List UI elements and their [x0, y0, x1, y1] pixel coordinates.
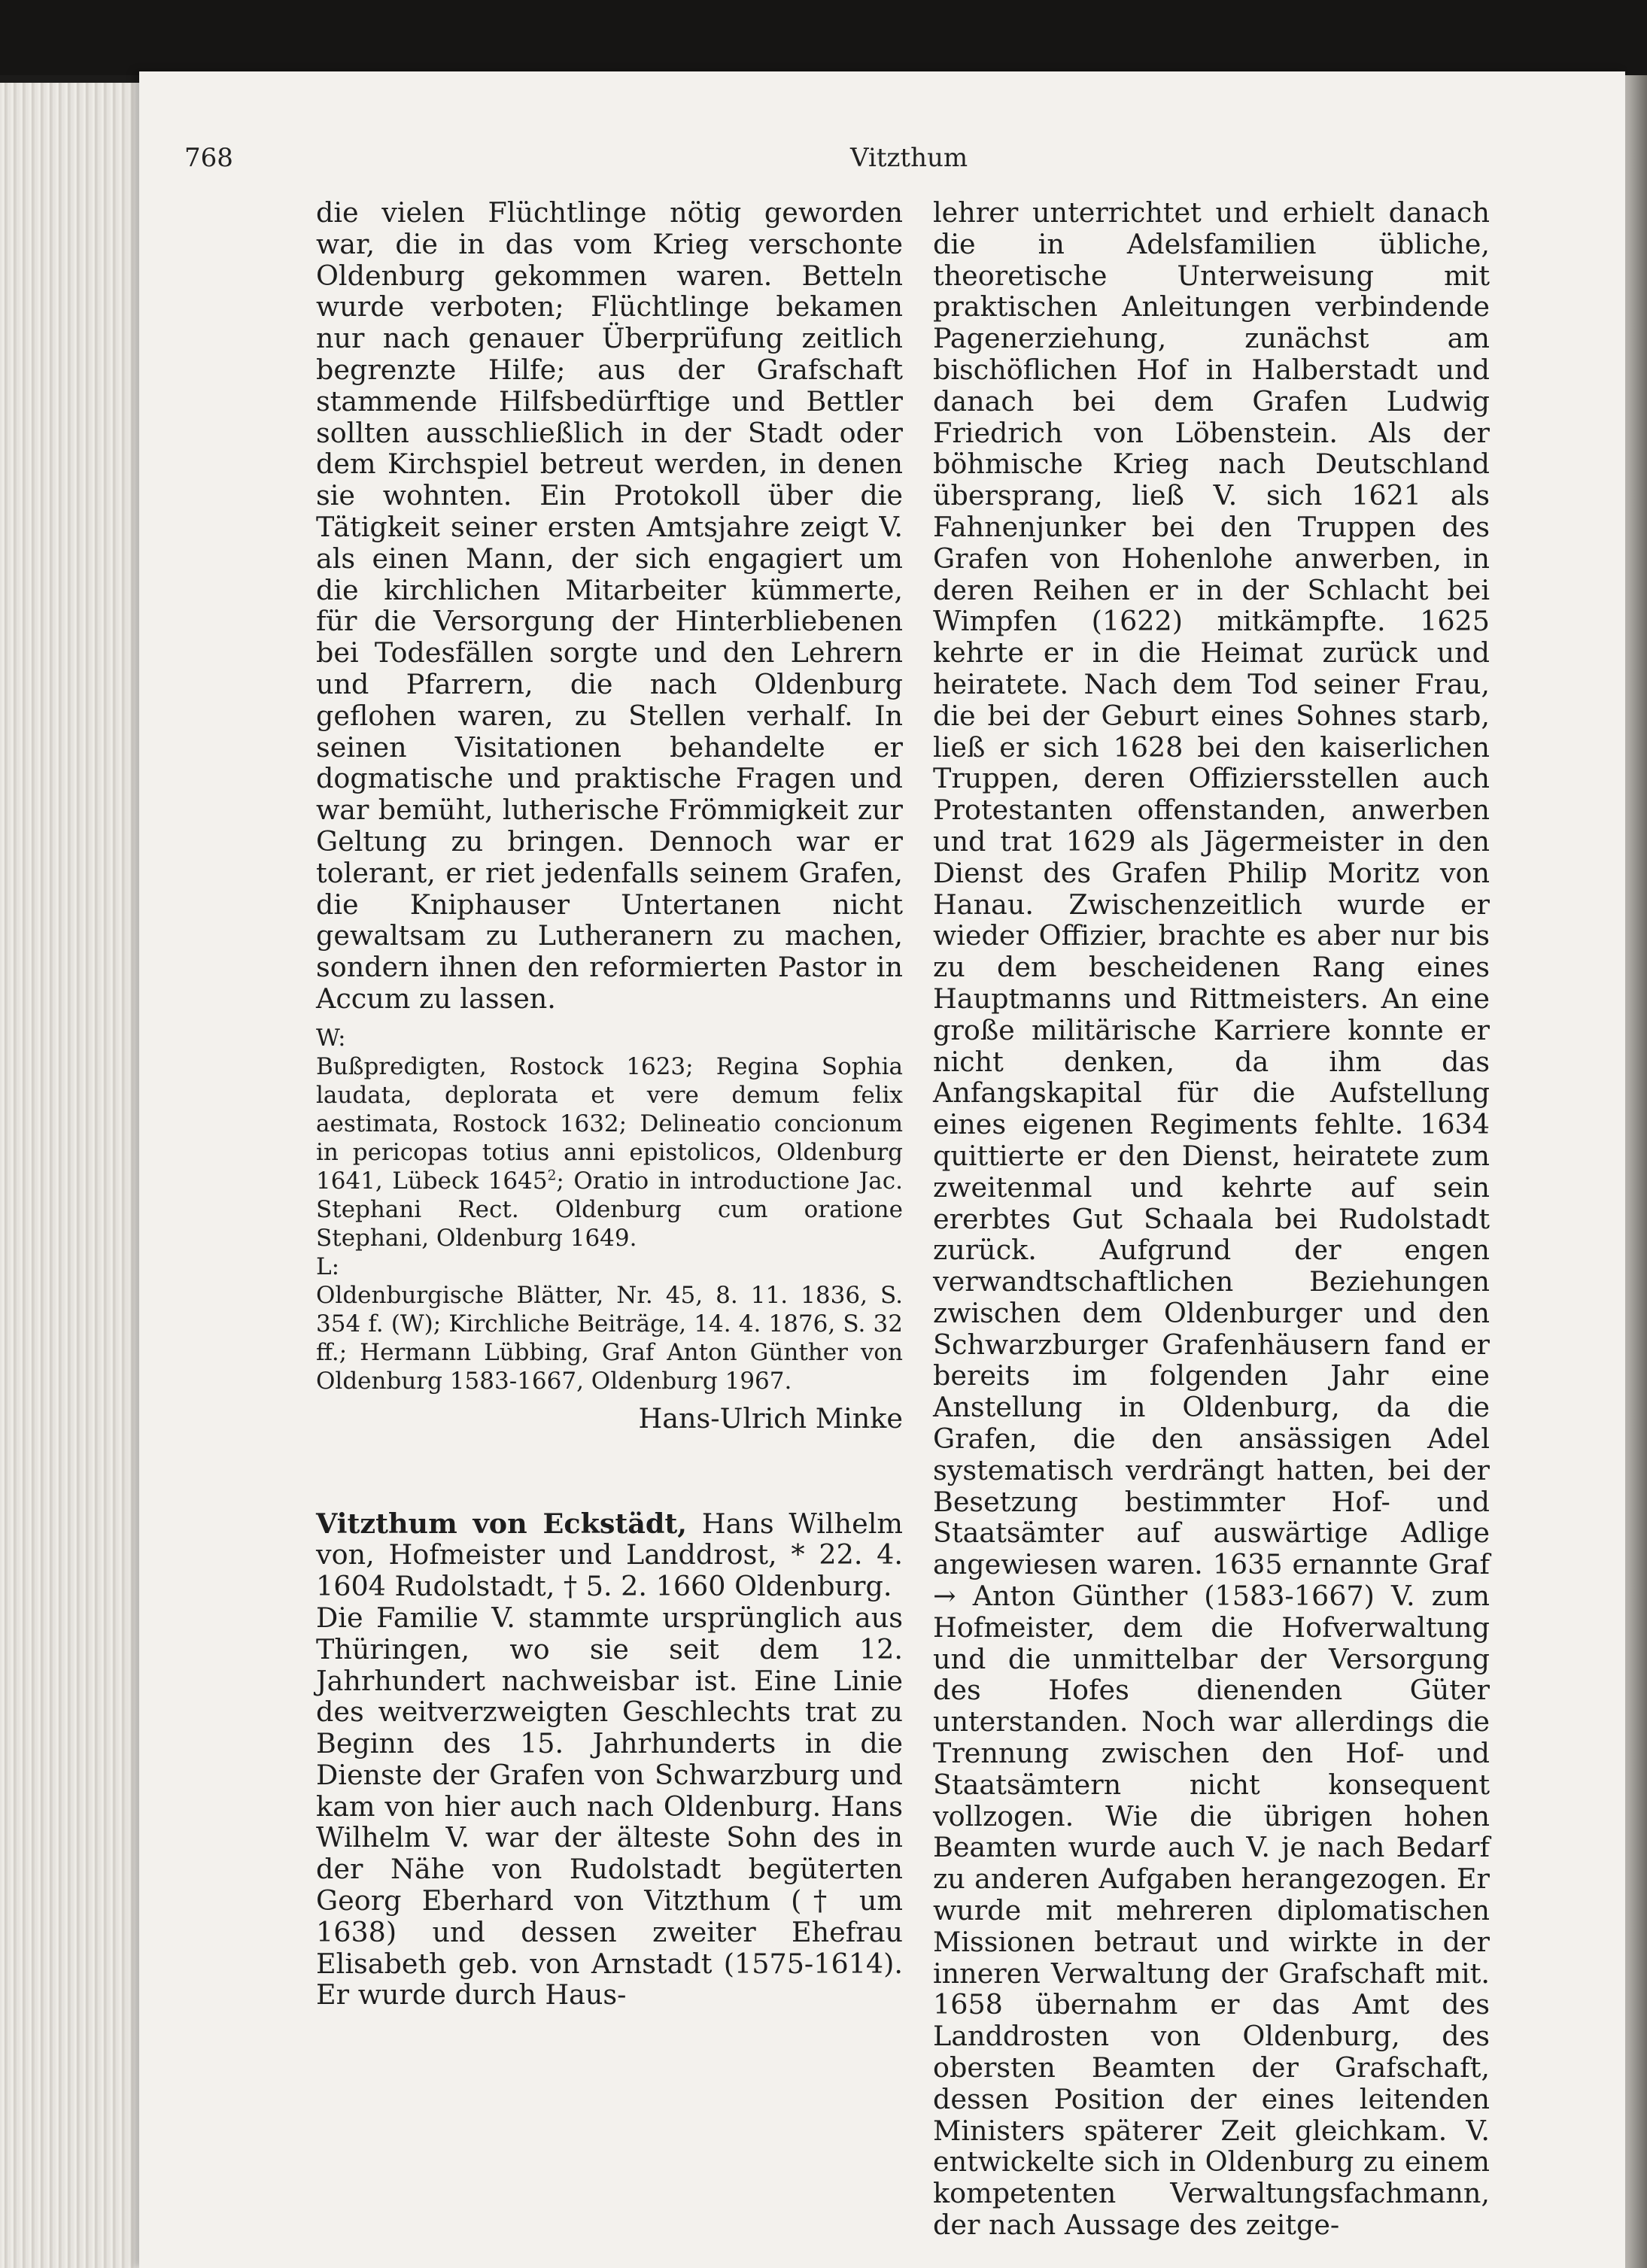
- scan-top-background: [0, 0, 1647, 75]
- works-list: [316, 1052, 903, 1252]
- entry-heading: [316, 1508, 903, 1602]
- right-column-paragraph: [933, 197, 1490, 2241]
- works-label: W:: [316, 1024, 346, 1052]
- works-text-b: ; Oratio in introductione Jac. Stephani Rect. Oldenburg cum oratione Stephani, Oldenburg 1649.: [316, 1167, 903, 1252]
- page-number: 768: [184, 143, 233, 173]
- right-text-part-2: Anton Günther (1583-1667) V. zum Hofmeister, dem die Hofverwaltung und die unmittelbar der Versorgung des Hofes dienenden Güter unterstanden. Noch war allerdings die Trennung zwischen den Hof- und Staatsämtern nicht konsequent vollzogen. Wie die übrigen hohen Beamten wurde auch V. je nach Bedarf zu anderen Aufgaben herangezogen. Er wurde mit mehreren diplomatischen Missionen betraut und wirkte in der inneren Verwaltung der Grafschaft mit. 1658 übernahm er das Amt des Landdrosten von Oldenburg, des obersten Beamten der Grafschaft, dessen Position der eines leitenden Ministers späterer Zeit gleichkam. V. entwickelte sich in Oldenburg zu einem kompetenten Verwaltungsfachmann, der nach Aussage des zeitge-: [933, 1580, 1490, 2241]
- left-column: [316, 197, 903, 2011]
- right-column: [933, 197, 1490, 2241]
- entry-headword: Vitzthum von Eckstädt,: [316, 1507, 688, 1540]
- stacked-page-edges: [0, 83, 150, 2268]
- literature-label: L:: [316, 1252, 340, 1280]
- running-header: [0, 143, 1647, 188]
- continuation-paragraph: die vielen Flüchtlinge nötig geworden war, die in das vom Krieg verschonte Oldenburg gekommen waren. Betteln wurde verboten; Flüchtlinge bekamen nur nach genauer Überprüfung zeitlich begrenzte Hilfe; aus der Grafschaft stammende Hilfsbedürftige und Bettler sollten ausschließlich in der Stadt oder dem Kirchspiel betreut werden, in denen sie wohnten. Ein Protokoll über die Tätigkeit seiner ersten Amtsjahre zeigt V. als einen Mann, der sich engagiert um die kirchlichen Mitarbeiter kümmerte, für die Versorgung der Hinterbliebenen bei Todesfällen sorgte und den Lehrern und Pfarrern, die nach Oldenburg geflohen waren, zu Stellen verhalf. In seinen Visitationen behandelte er dogmatische und praktische Fragen und war bemüht, lutherische Frömmigkeit zur Geltung zu bringen. Dennoch war er tolerant, er riet jedenfalls seinem Grafen, die Kniphauser Untertanen nicht gewaltsam zu Lutheranern zu machen, sondern ihnen den reformierten Pastor in Accum zu lassen.: [316, 196, 903, 1015]
- works-text-a: Bußpredigten, Rostock 1623; Regina Sophia laudata, deplorata et vere demum felix aestimata, Rostock 1632; Delineatio concionum in pericopas totius anni epistolicos, Oldenburg 1641, Lübeck 1645: [316, 1052, 903, 1195]
- right-text-part-1: lehrer unterrichtet und erhielt danach die in Adelsfamilien übliche, theoretische Unterweisung mit praktischen Anleitungen verbindende Pagenerziehung, zunächst am bischöflichen Hof in Halberstadt und danach bei dem Grafen Ludwig Friedrich von Löbenstein. Als der böhmische Krieg nach Deutschland übersprang, ließ V. sich 1621 als Fahnenjunker bei den Truppen des Grafen von Hohenlohe anwerben, in deren Reihen er in der Schlacht bei Wimpfen (1622) mitkämpfte. 1625 kehrte er in die Heimat zurück und heiratete. Nach dem Tod seiner Frau, die bei der Geburt eines Sohnes starb, ließ er sich 1628 bei den kaiserlichen Truppen, deren Offiziersstellen auch Protestanten offenstanden, anwerben und trat 1629 als Jägermeister in den Dienst des Grafen Philip Moritz von Hanau. Zwischenzeitlich wurde er wieder Offizier, brachte es aber nur bis zu dem bescheidenen Rang eines Hauptmanns und Rittmeisters. An eine große militärische Karriere konnte er nicht denken, da ihm das Anfangskapital für die Aufstellung eines eigenen Regiments fehlte. 1634 quittierte er den Dienst, heiratete zum zweitenmal und kehrte auf sein ererbtes Gut Schaala bei Rudolstadt zurück. Aufgrund der engen verwandtschaftlichen Beziehungen zwischen dem Oldenburger und den Schwarzburger Grafenhäusern fand er bereits im folgenden Jahr eine Anstellung in Oldenburg, da die Grafen, die den ansässigen Adel systematisch verdrängt hatten, bei der Besetzung bestimmter Hof- und Staatsämter auf auswärtige Adlige angewiesen waren. 1635 ernannte Graf: [933, 196, 1490, 1581]
- edition-superscript: 2: [547, 1167, 557, 1184]
- entry-separator: [316, 1435, 903, 1508]
- running-title: Vitzthum: [850, 143, 968, 173]
- article-author: Hans-Ulrich Minke: [638, 1401, 903, 1435]
- literature-list: Oldenburgische Blätter, Nr. 45, 8. 11. 1836, S. 354 f. (W); Kirchliche Beiträge, 14. 4. 1876, S. 32 ff.; Hermann Lübbing, Graf Anton Günther von Oldenburg 1583-1667, Oldenburg 1967.: [316, 1281, 903, 1395]
- entry-body-paragraph: Die Familie V. stammte ursprünglich aus Thüringen, wo sie seit dem 12. Jahrhundert nachweisbar ist. Eine Linie des weitverzweigten Geschlechts trat zu Beginn des 15. Jahrhunderts in die Dienste der Grafen von Schwarzburg und kam von hier auch nach Oldenburg. Hans Wilhelm V. war der älteste Sohn des in der Nähe von Rudolstadt begüterten Georg Eberhard von Vitzthum († um 1638) und dessen zweiter Ehefrau Elisabeth geb. von Arnstadt (1575-1614). Er wurde durch Haus-: [316, 1601, 903, 2011]
- entry-head-details: Hans Wilhelm von, Hofmeister und Landdrost, * 22. 4. 1604 Rudolstadt, † 5. 2. 1660 Oldenburg.: [316, 1507, 903, 1603]
- cross-reference-arrow-icon: →: [933, 1580, 973, 1613]
